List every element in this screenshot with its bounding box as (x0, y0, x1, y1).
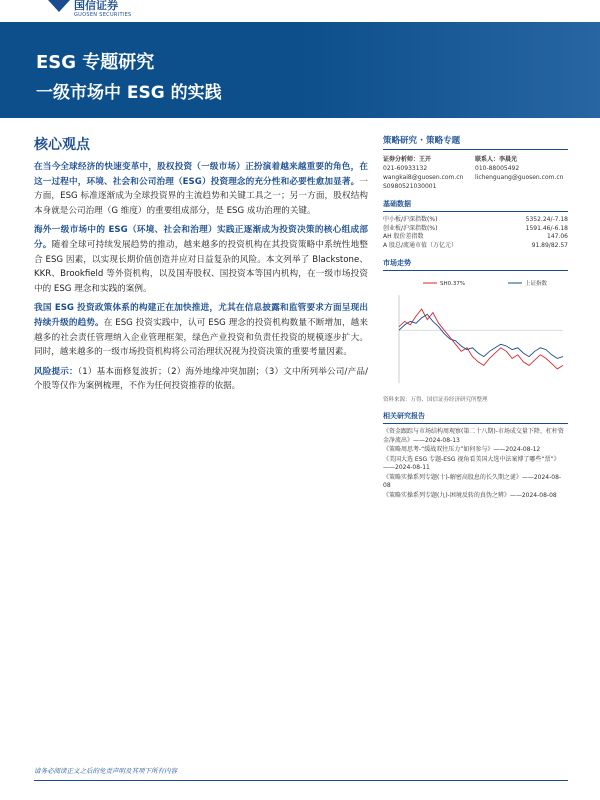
market-trend-title: 市场走势 (383, 258, 568, 271)
analyst-info (383, 155, 568, 191)
analyst-2 (475, 155, 567, 191)
paragraph-2-body: 随着全球可持续发展趋势的推动，越来越多的投资机构在其投资策略中系统性地整合 ESG 因素，以实现长期价值创造并应对日益复杂的风险。本文列举了 Blackstone、KKR、Brookfield 等外资机构，以及国寿股权、国投资本等国内机构，在一级市场投资中的 ESG 理念和实践的案例。 (34, 239, 368, 294)
banner-gradient (300, 22, 600, 118)
basic-data-title: 基础数据 (383, 199, 568, 212)
paragraph-3-lead: 我国 ESG 投资政策体系的构建正在加快推进，尤其在信息披露和监管要求方面呈现出持续升级的趋势。 (34, 303, 368, 328)
risk-text: （1）基本面修复波折；（2）海外地缘冲突加剧；（3）文中所列举公司/产品/个股等仅作为案例梳理，不作为任何投资推荐的依据。 (34, 366, 368, 392)
basic-key: AH 股价差指数 (383, 233, 424, 240)
basic-row (383, 233, 568, 242)
analyst-1-cert: S0980521030001 (383, 183, 437, 190)
paragraph-1-lead: 在当今全球经济的快速变革中，股权投资（一级市场）正扮演着越来越重要的角色，在这一过程中，环境、社会和公司治理（ESG）投资理念的充分性和必要性愈加显著。 (34, 162, 368, 187)
basic-value: 5352.24/-7.18 (525, 216, 568, 223)
basic-row (383, 216, 568, 225)
series-line-1 (399, 309, 563, 369)
trend-chart-svg (383, 275, 568, 393)
chart-source: 资料来源：万得、国信证券经济研究所整理 (383, 397, 488, 403)
paragraph-1 (34, 160, 368, 218)
risk-label: 风险提示： (34, 366, 78, 377)
risk-warning (34, 365, 368, 394)
core-heading: 核心观点 (34, 137, 90, 153)
paragraph-2 (34, 223, 368, 296)
basic-value: 1591.46/-6.18 (525, 224, 568, 232)
report-series: ESG 专题研究 (36, 52, 155, 73)
sidebar (383, 134, 568, 501)
analyst-2-email[interactable]: lichenguang@guosen.com.cn (475, 174, 564, 181)
analyst-2-name: 联系人：李晨光 (475, 156, 518, 163)
basic-value: 91.89/82.57 (531, 241, 568, 249)
series-line-2 (399, 314, 563, 358)
basic-key: A 股总/流通市值（万亿元） (383, 241, 458, 249)
basic-key: 中小板/沪深指数(%) (383, 216, 438, 223)
basic-row (383, 225, 568, 234)
footer-rule (34, 780, 568, 781)
paragraph-3 (34, 301, 368, 359)
related-report-item[interactable]: 《资金跟踪与市场结构周观察(第二十八期)-市场成交量下降、杠杆资金净流出》——2024-08-13 (383, 428, 564, 444)
related-report-item[interactable]: 《策略实操系列专题(九)-困境反转的真伪之辨》——2024-08-08 (383, 491, 557, 499)
related-reports-list (383, 428, 568, 500)
paragraph-2-lead: 海外一级市场中的 ESG（环境、社会和治理）实践正逐渐成为投资决策的核心组成部分。 (34, 225, 368, 250)
footer-disclaimer: 请务必阅读正文之后的免责声明及其项下所有内容 (34, 767, 177, 775)
logo-mark-icon (48, 0, 70, 12)
analyst-1-name: 证券分析师：王开 (383, 156, 432, 163)
basic-data-table (383, 216, 568, 250)
report-category: 策略研究 · 策略专题 (383, 134, 568, 150)
analyst-1-phone: 021-60933132 (383, 165, 428, 172)
paragraph-3-body: 在 ESG 投资实践中，认可 ESG 理念的投资机构数量不断增加，越来越多的社会责任管理纳入企业管理框架，绿色产业投资和负责任投资的规模逐步扩大。同时，越来越多的一级市场投资机构将公司治理状况视为投资决策的重要考量因素。 (34, 317, 368, 358)
legend-label-2: 上证指数 (525, 281, 548, 287)
legend-label-1: SH0.37% (440, 281, 466, 287)
related-report-item[interactable]: 《策略周思考-“缓战双往压力”如何参与》——2024-08-12 (383, 446, 541, 453)
core-views (34, 134, 368, 399)
report-title: 一级市场中 ESG 的实践 (36, 83, 222, 103)
basic-row (383, 242, 568, 251)
analyst-2-phone: 010-88005492 (475, 165, 520, 172)
paragraph-1-body: 一方面，ESG 标准逐渐成为全球投资界的主流趋势和关键工具之一；另一方面，股权结构本身就是公司治理（G 维度）的重要组成部分，是 ESG 成功治理的关键。 (34, 176, 368, 216)
company-logo (48, 0, 132, 16)
basic-value: 147.06 (547, 233, 568, 240)
analyst-1-email[interactable]: wangkai8@guosen.com.cn (383, 174, 464, 181)
logo-text-en: GUOSEN SECURITIES (74, 12, 132, 18)
analyst-1 (383, 155, 475, 191)
related-report-item[interactable]: 《策略实操系列专题(十)-解密高股息的长久期之谜》——2024-08-08 (383, 473, 562, 489)
related-reports-title: 相关研究报告 (383, 411, 568, 424)
basic-key: 创业板/沪深指数(%) (383, 224, 438, 232)
related-report-item[interactable]: 《美国大选 ESG 专题-ESG 视角看美国大选中法案博了哪些“票”》——2024-08-11 (383, 455, 560, 471)
title-banner (0, 22, 600, 118)
logo-text-cn: 国信证券 (74, 0, 118, 12)
market-trend-chart (383, 275, 568, 393)
